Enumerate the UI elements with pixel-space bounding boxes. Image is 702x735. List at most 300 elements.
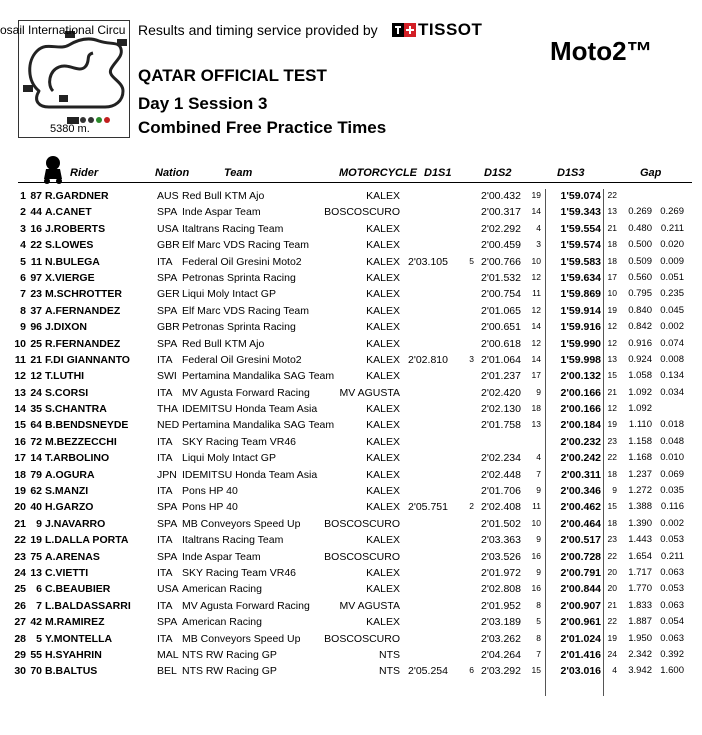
motorcycle: KALEX (366, 353, 400, 366)
d1s2-lap: 4 (536, 222, 541, 233)
rider-number: 7 (36, 599, 42, 612)
position: 6 (20, 271, 26, 284)
d1s1-time: 2'05.254 (408, 665, 448, 678)
tissot-logo-text: TISSOT (418, 20, 483, 39)
team-name: Elf Marc VDS Racing Team (182, 304, 310, 317)
nation: SPA (157, 337, 178, 350)
motorcycle: BOSCOSCURO (324, 632, 400, 645)
nation: USA (157, 222, 179, 235)
rider-name: S.CHANTRA (45, 403, 107, 416)
table-row (0, 189, 702, 205)
d1s3-time: 2'00.462 (560, 501, 601, 514)
gap-to-previous: 0.269 (660, 206, 684, 218)
rider-name: H.SYAHRIN (45, 648, 102, 661)
d1s1-time: 2'05.751 (408, 501, 448, 514)
d1s2-lap: 9 (536, 534, 541, 545)
d1s3-time: 1'59.574 (560, 239, 601, 252)
rider-name: B.BALTUS (45, 665, 98, 678)
gap-to-previous: 0.018 (660, 419, 684, 431)
motorcycle: KALEX (366, 304, 400, 317)
motorcycle: KALEX (366, 222, 400, 235)
d1s3-time: 2'00.844 (560, 583, 601, 596)
position: 24 (14, 566, 26, 579)
d1s3-lap: 19 (607, 304, 617, 315)
nation: ITA (157, 386, 173, 399)
rider-number: 97 (30, 271, 42, 284)
column-header-team: Team (224, 167, 253, 179)
rider-number: 21 (30, 353, 42, 366)
gap-to-previous: 0.020 (660, 239, 684, 251)
d1s2-lap: 18 (531, 403, 541, 414)
d1s3-lap: 23 (607, 435, 617, 446)
rider-name: A.CANET (45, 206, 92, 219)
nation: SPA (157, 616, 178, 629)
motorcycle: KALEX (366, 435, 400, 448)
position: 20 (14, 501, 26, 514)
team-name: NTS RW Racing GP (182, 665, 277, 678)
rider-number: 19 (30, 534, 42, 547)
motorcycle: BOSCOSCURO (324, 550, 400, 563)
position: 5 (20, 255, 26, 268)
gap-to-first: 0.924 (628, 353, 652, 365)
team-name: Petronas Sprinta Racing (182, 271, 296, 284)
circuit-layout-icon (19, 21, 129, 137)
table-row (0, 468, 702, 484)
rider-number: 75 (30, 550, 42, 563)
position: 25 (14, 583, 26, 596)
motorcycle: KALEX (366, 321, 400, 334)
d1s3-time: 2'00.166 (560, 403, 601, 416)
team-name: MV Agusta Forward Racing (182, 386, 310, 399)
rider-name: A.OGURA (45, 468, 95, 481)
table-row (0, 582, 702, 598)
d1s3-lap: 23 (607, 534, 617, 545)
motorcycle: KALEX (366, 239, 400, 252)
d1s3-lap: 12 (607, 321, 617, 332)
rider-name: A.ARENAS (45, 550, 100, 563)
position: 8 (20, 304, 26, 317)
position: 1 (20, 190, 26, 202)
motorcycle: KALEX (366, 403, 400, 416)
d1s2-time: 2'01.237 (481, 370, 521, 383)
nation: SWI (157, 370, 177, 383)
nation: ITA (157, 485, 173, 498)
gap-to-first: 1.390 (628, 517, 652, 529)
team-name: Elf Marc VDS Racing Team (182, 239, 310, 252)
rider-name: S.LOWES (45, 239, 94, 252)
d1s2-time: 2'03.363 (481, 534, 521, 547)
gap-to-first: 0.842 (628, 321, 652, 333)
nation: GER (157, 288, 180, 301)
d1s2-lap: 16 (531, 583, 541, 594)
gap-to-first: 1.443 (628, 534, 652, 546)
d1s2-time: 2'03.189 (481, 616, 521, 629)
d1s1-lap: 2 (469, 501, 474, 512)
team-name: American Racing (182, 616, 262, 629)
d1s3-time: 2'00.184 (560, 419, 601, 432)
table-row (0, 353, 702, 369)
gap-to-first: 1.158 (628, 435, 652, 447)
rider-name: R.GARDNER (45, 190, 109, 202)
table-row (0, 337, 702, 353)
d1s2-lap: 16 (531, 550, 541, 561)
d1s3-lap: 22 (607, 190, 617, 200)
column-header-nation: Nation (155, 167, 190, 179)
d1s3-time: 2'01.024 (560, 632, 601, 645)
motorcycle: KALEX (366, 583, 400, 596)
gap-to-previous: 0.053 (660, 534, 684, 546)
table-row (0, 550, 702, 566)
d1s3-lap: 22 (607, 616, 617, 627)
team-name: Pons HP 40 (182, 501, 238, 514)
nation: JPN (157, 468, 177, 481)
track-length: 5380 m. (50, 123, 90, 135)
d1s3-time: 2'00.311 (561, 468, 601, 481)
table-row (0, 418, 702, 434)
gap-to-previous: 0.211 (660, 222, 684, 234)
gap-to-previous: 0.074 (660, 337, 684, 349)
d1s2-lap: 11 (532, 288, 541, 299)
rider-name: N.BULEGA (45, 255, 100, 268)
d1s3-time: 2'00.242 (560, 452, 601, 465)
d1s3-time: 2'00.166 (560, 386, 601, 399)
rider-number: 62 (30, 485, 42, 498)
position: 3 (20, 222, 26, 235)
column-header-gap: Gap (640, 167, 662, 179)
nation: SPA (157, 550, 178, 563)
rider-name: L.DALLA PORTA (45, 534, 129, 547)
d1s3-time: 2'00.232 (560, 435, 601, 448)
gap-to-first: 1.237 (628, 468, 652, 480)
rider-name: M.SCHROTTER (45, 288, 122, 301)
table-row (0, 664, 702, 680)
d1s3-lap: 18 (607, 239, 617, 250)
nation: SPA (157, 304, 178, 317)
position: 21 (14, 517, 26, 530)
d1s3-lap: 13 (607, 353, 617, 364)
d1s3-time: 1'59.074 (560, 190, 601, 202)
rider-name: Y.MONTELLA (45, 632, 113, 645)
table-row (0, 484, 702, 500)
rider-name: M.RAMIREZ (45, 616, 105, 629)
position: 29 (14, 648, 26, 661)
position: 4 (20, 239, 26, 252)
d1s2-lap: 10 (531, 255, 541, 266)
d1s3-time: 2'00.907 (560, 599, 601, 612)
nation: USA (157, 583, 179, 596)
motorcycle: BOSCOSCURO (324, 206, 400, 219)
gap-to-first: 2.342 (628, 648, 652, 660)
motorcycle: KALEX (366, 452, 400, 465)
rider-name: A.FERNANDEZ (45, 304, 121, 317)
position: 22 (14, 534, 26, 547)
gap-to-previous: 0.063 (660, 632, 684, 644)
motorcycle: KALEX (366, 566, 400, 579)
position: 17 (14, 452, 26, 465)
table-row (0, 271, 702, 287)
gap-to-first: 0.269 (628, 206, 652, 218)
table-row (0, 304, 702, 320)
rider-helmet-icon (40, 155, 66, 185)
motorcycle: KALEX (366, 485, 400, 498)
gap-to-previous: 0.069 (660, 468, 684, 480)
d1s3-lap: 9 (612, 485, 617, 496)
table-row (0, 205, 702, 221)
gap-to-previous: 0.008 (660, 353, 684, 365)
nation: ITA (157, 632, 173, 645)
rider-number: 64 (30, 419, 42, 432)
motorcycle: MV AGUSTA (339, 386, 400, 399)
d1s2-time: 2'01.064 (481, 353, 521, 366)
rider-number: 72 (30, 435, 42, 448)
gap-to-first: 1.887 (628, 616, 652, 628)
d1s2-lap: 14 (531, 321, 541, 332)
motorcycle: BOSCOSCURO (324, 517, 400, 530)
d1s3-lap: 15 (607, 501, 617, 512)
gap-to-previous: 0.063 (660, 566, 684, 578)
nation: AUS (157, 190, 179, 202)
d1s3-lap: 20 (607, 583, 617, 594)
motorcycle: KALEX (366, 337, 400, 350)
d1s2-time: 2'03.526 (481, 550, 521, 563)
d1s2-lap: 14 (531, 206, 541, 217)
team-name: Liqui Moly Intact GP (182, 288, 276, 301)
team-name: Pons HP 40 (182, 485, 238, 498)
position: 2 (20, 206, 26, 219)
motorcycle: KALEX (366, 419, 400, 432)
team-name: MV Agusta Forward Racing (182, 599, 310, 612)
team-name: Red Bull KTM Ajo (182, 337, 265, 350)
table-row (0, 500, 702, 516)
rider-name: B.BENDSNEYDE (45, 419, 129, 432)
team-name: Inde Aspar Team (182, 206, 261, 219)
d1s3-lap: 13 (607, 206, 617, 217)
d1s3-lap: 22 (607, 452, 617, 463)
gap-to-previous: 0.054 (660, 616, 684, 628)
d1s2-time: 2'02.808 (481, 583, 521, 596)
gap-to-first: 1.092 (628, 403, 652, 415)
d1s2-lap: 5 (536, 616, 541, 627)
rider-name: T.ARBOLINO (45, 452, 110, 465)
rider-name: M.BEZZECCHI (45, 435, 117, 448)
d1s2-time: 2'03.292 (481, 665, 521, 678)
motorcycle: KALEX (366, 370, 400, 383)
rider-number: 35 (30, 403, 42, 416)
gap-to-first: 1.770 (628, 583, 652, 595)
gap-to-first: 3.942 (628, 665, 652, 677)
d1s2-time: 2'00.618 (481, 337, 521, 350)
position: 26 (14, 599, 26, 612)
team-name: Pertamina Mandalika SAG Team (182, 370, 335, 383)
d1s3-time: 2'03.016 (560, 665, 601, 678)
d1s3-time: 1'59.869 (560, 288, 601, 301)
table-row (0, 255, 702, 271)
team-name: Italtrans Racing Team (182, 222, 284, 235)
nation: GBR (157, 239, 180, 252)
rider-name: C.BEAUBIER (45, 583, 111, 596)
session-title: Day 1 Session 3 (138, 94, 268, 113)
team-name: MB Conveyors Speed Up (182, 632, 301, 645)
rider-number: 11 (30, 255, 42, 268)
rider-number: 87 (30, 190, 42, 202)
gap-to-previous: 0.063 (660, 599, 684, 611)
d1s2-time: 2'01.706 (481, 485, 521, 498)
rider-number: 25 (30, 337, 42, 350)
table-row (0, 435, 702, 451)
position: 10 (14, 337, 26, 350)
d1s2-lap: 10 (531, 517, 541, 528)
team-name: Liqui Moly Intact GP (182, 452, 276, 465)
d1s3-time: 2'00.728 (560, 550, 601, 563)
rider-number: 37 (30, 304, 42, 317)
results-subtitle: Combined Free Practice Times (138, 118, 387, 137)
team-name: Inde Aspar Team (182, 550, 261, 563)
table-row (0, 566, 702, 582)
rider-number: 79 (30, 468, 42, 481)
nation: ITA (157, 353, 173, 366)
d1s1-time: 2'02.810 (408, 353, 448, 366)
table-row (0, 517, 702, 533)
event-title: QATAR OFFICIAL TEST (138, 66, 327, 85)
timing-provider-text: Results and timing service provided by (138, 22, 378, 38)
position: 15 (14, 419, 26, 432)
d1s3-time: 1'59.914 (560, 304, 601, 317)
rider-number: 42 (30, 616, 42, 629)
table-row (0, 599, 702, 615)
motorcycle: KALEX (366, 190, 400, 202)
gap-to-first: 1.388 (628, 501, 652, 513)
d1s2-lap: 12 (531, 271, 541, 282)
rider-name: L.BALDASSARRI (45, 599, 131, 612)
gap-to-previous: 0.002 (660, 321, 684, 333)
gap-to-previous: 0.045 (660, 304, 684, 316)
column-header-d1s3: D1S3 (557, 167, 585, 179)
rider-number: 44 (30, 206, 42, 219)
team-name: Federal Oil Gresini Moto2 (182, 255, 302, 268)
d1s2-lap: 3 (536, 239, 541, 250)
table-row (0, 632, 702, 648)
gap-to-first: 0.480 (628, 222, 652, 234)
d1s2-time: 2'00.317 (481, 206, 521, 219)
gap-to-first: 1.950 (628, 632, 652, 644)
table-row (0, 320, 702, 336)
header-divider (18, 182, 692, 183)
d1s3-time: 1'59.916 (560, 321, 601, 334)
nation: THA (157, 403, 178, 416)
d1s2-lap: 12 (531, 304, 541, 315)
position: 13 (14, 386, 26, 399)
d1s3-time: 2'00.464 (560, 517, 601, 530)
circuit-map (18, 20, 130, 138)
gap-to-previous: 0.035 (660, 485, 684, 497)
team-name: American Racing (182, 583, 262, 596)
position: 28 (14, 632, 26, 645)
nation: ITA (157, 255, 173, 268)
position: 9 (20, 321, 26, 334)
d1s3-lap: 19 (607, 419, 617, 430)
position: 27 (14, 616, 26, 629)
d1s3-lap: 12 (607, 337, 617, 348)
team-name: IDEMITSU Honda Team Asia (182, 403, 318, 416)
gap-to-first: 1.654 (628, 550, 652, 562)
motorcycle: KALEX (366, 534, 400, 547)
d1s2-lap: 7 (536, 468, 541, 479)
table-row (0, 369, 702, 385)
d1s2-time: 2'01.065 (481, 304, 521, 317)
table-row (0, 615, 702, 631)
d1s2-time: 2'00.432 (481, 190, 521, 202)
rider-name: S.CORSI (45, 386, 89, 399)
d1s1-lap: 6 (469, 665, 474, 676)
nation: ITA (157, 566, 173, 579)
d1s3-time: 1'59.634 (560, 271, 601, 284)
motorcycle: KALEX (366, 288, 400, 301)
rider-name: F.DI GIANNANTO (45, 353, 130, 366)
motorcycle: NTS (379, 665, 400, 678)
team-name: Federal Oil Gresini Moto2 (182, 353, 302, 366)
d1s2-time: 2'03.262 (481, 632, 521, 645)
d1s2-time: 2'02.292 (481, 222, 521, 235)
results-table (0, 189, 702, 681)
position: 19 (14, 485, 26, 498)
team-name: Red Bull KTM Ajo (182, 190, 265, 202)
rider-number: 40 (30, 501, 42, 514)
nation: ITA (157, 599, 173, 612)
rider-number: 22 (30, 239, 42, 252)
gap-to-previous: 0.051 (660, 271, 684, 283)
rider-number: 6 (36, 583, 42, 596)
nation: ITA (157, 435, 173, 448)
d1s2-lap: 8 (536, 599, 541, 610)
d1s3-time: 2'00.132 (560, 370, 601, 383)
position: 12 (14, 370, 26, 383)
d1s2-time: 2'00.766 (481, 255, 521, 268)
d1s2-lap: 15 (531, 665, 541, 676)
d1s2-time: 2'02.130 (481, 403, 521, 416)
rider-number: 13 (30, 566, 42, 579)
column-header-motorcycle: MOTORCYCLE (339, 167, 418, 179)
rider-name: T.LUTHI (45, 370, 85, 383)
column-header-d1s2: D1S2 (484, 167, 512, 179)
d1s2-lap: 4 (536, 452, 541, 463)
rider-number: 55 (30, 648, 42, 661)
gap-to-previous: 0.392 (660, 648, 684, 660)
d1s3-lap: 17 (607, 271, 617, 282)
gap-to-previous: 0.116 (660, 501, 684, 513)
motorcycle: KALEX (366, 255, 400, 268)
column-header-rider: Rider (70, 167, 99, 179)
table-row (0, 648, 702, 664)
d1s3-lap: 4 (612, 665, 617, 676)
rider-name: J.DIXON (45, 321, 88, 334)
d1s3-time: 1'59.990 (560, 337, 601, 350)
d1s3-time: 1'59.554 (560, 222, 601, 235)
team-name: NTS RW Racing GP (182, 648, 277, 661)
d1s2-time: 2'01.952 (481, 599, 521, 612)
team-name: Pertamina Mandalika SAG Team (182, 419, 335, 432)
gap-to-first: 1.058 (628, 370, 652, 382)
rider-number: 24 (30, 386, 42, 399)
d1s1-time: 2'03.105 (408, 255, 448, 268)
d1s2-lap: 9 (536, 386, 541, 397)
rider-number: 23 (30, 288, 42, 301)
nation: SPA (157, 501, 178, 514)
d1s3-lap: 10 (607, 288, 617, 299)
table-row (0, 386, 702, 402)
d1s3-lap: 22 (607, 550, 617, 561)
rider-number: 5 (36, 632, 42, 645)
motorcycle: NTS (379, 648, 400, 661)
